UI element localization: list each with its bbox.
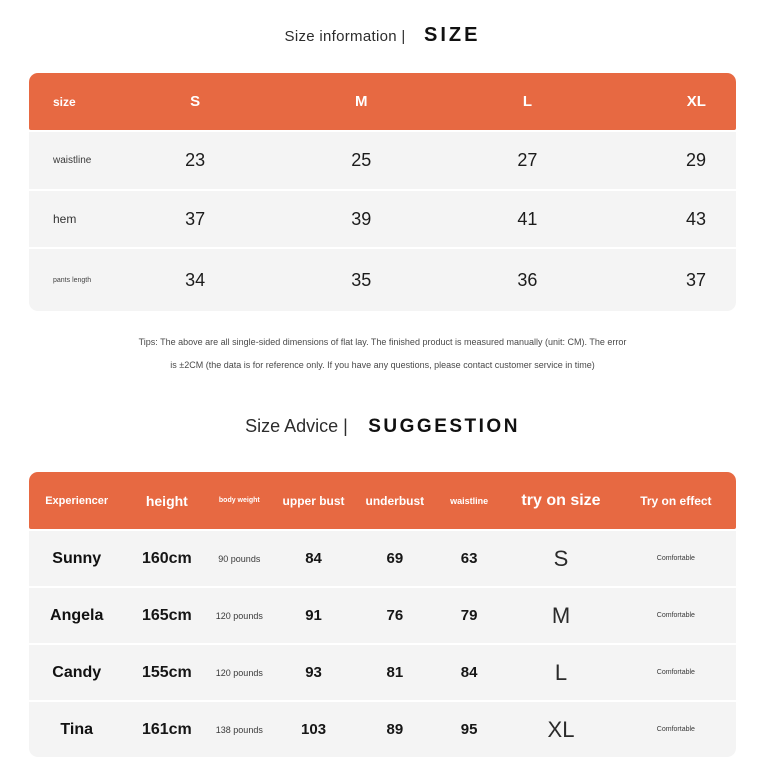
- header-try-on-effect: Try on effect: [640, 493, 712, 508]
- row-label-pants-length: pants length: [53, 276, 92, 284]
- table-row-angela: [29, 588, 736, 643]
- experiencer-height: 160cm: [141, 549, 192, 567]
- experiencer-try-on-effect: Comfortable: [656, 612, 695, 619]
- row-label-hem: hem: [53, 212, 77, 226]
- experiencer-height: 165cm: [141, 606, 192, 624]
- experiencer-weight: 120 pounds: [215, 610, 263, 621]
- experiencer-weight: 90 pounds: [218, 553, 261, 564]
- pants-length-m: 35: [351, 269, 372, 290]
- experiencer-weight: 120 pounds: [215, 667, 263, 678]
- waistline-s: 23: [185, 150, 206, 170]
- pants-length-s: 34: [185, 269, 206, 290]
- header-experiencer: Experiencer: [45, 494, 109, 507]
- size-information-title: [0, 0, 765, 47]
- experiencer-height: 155cm: [141, 663, 192, 681]
- experiencer-try-on-effect: Comfortable: [656, 555, 695, 562]
- waistline-xl: 29: [685, 150, 706, 170]
- table-row-sunny: [29, 531, 736, 586]
- header-underbust: underbust: [365, 493, 425, 508]
- header-upper-bust: upper bust: [282, 493, 345, 508]
- size-advice-title-en: SUGGESTION: [368, 416, 520, 437]
- experiencer-upper-bust: 103: [301, 721, 327, 738]
- experiencer-try-on-effect: Comfortable: [656, 726, 695, 733]
- table-row-tina: [29, 702, 736, 757]
- experiencer-waistline: 63: [460, 550, 478, 567]
- size-table-header-xl: XL: [686, 93, 706, 110]
- table-row-pants-length: [29, 249, 736, 311]
- experiencer-waistline: 95: [460, 721, 478, 738]
- size-table-header-s: S: [190, 93, 201, 110]
- experiencer-upper-bust: 91: [305, 607, 322, 624]
- experiencer-try-on-effect: Comfortable: [656, 669, 695, 676]
- row-label-waistline: waistline: [53, 155, 92, 166]
- header-height: height: [145, 492, 188, 509]
- experiencer-name: Candy: [52, 663, 102, 681]
- pants-length-xl: 37: [685, 269, 706, 290]
- suggestion-table: [29, 472, 736, 757]
- header-body-weight: body weight: [218, 497, 260, 504]
- experiencer-underbust: 81: [386, 664, 404, 681]
- header-try-on-size: try on size: [521, 491, 601, 509]
- hem-m: 39: [351, 208, 372, 229]
- table-row-candy: [29, 645, 736, 700]
- size-table-header-m: M: [355, 93, 368, 110]
- hem-xl: 43: [685, 208, 706, 229]
- experiencer-try-on-size: M: [551, 602, 571, 628]
- waistline-l: 27: [517, 150, 538, 170]
- waistline-m: 25: [351, 150, 372, 170]
- tips-line-2: is ±2CM (the data is for reference only. If you have any questions, please contact customer service in time): [170, 360, 595, 370]
- pants-length-l: 36: [517, 269, 538, 290]
- size-advice-title-label: Size Advice |: [245, 416, 348, 436]
- experiencer-upper-bust: 93: [305, 664, 322, 681]
- experiencer-height: 161cm: [141, 720, 192, 738]
- hem-s: 37: [185, 208, 206, 229]
- experiencer-waistline: 84: [460, 664, 478, 681]
- hem-l: 41: [517, 208, 538, 229]
- experiencer-underbust: 76: [386, 607, 404, 624]
- experiencer-try-on-size: XL: [547, 716, 575, 742]
- experiencer-waistline: 79: [460, 607, 478, 624]
- size-information-title-label: Size information |: [284, 28, 406, 45]
- experiencer-name: Angela: [50, 606, 104, 624]
- size-information-title-en: SIZE: [424, 24, 481, 46]
- experiencer-underbust: 89: [386, 721, 404, 738]
- experiencer-try-on-size: L: [554, 659, 568, 685]
- tips-line-1: Tips: The above are all single-sided dimensions of flat lay. The finished product is measured manually (unit: CM). The error: [138, 337, 627, 347]
- size-advice-title: [0, 410, 765, 442]
- size-table-header-row: [29, 73, 736, 130]
- size-table-header-l: L: [522, 93, 532, 110]
- experiencer-name: Sunny: [52, 549, 102, 567]
- experiencer-weight: 138 pounds: [215, 724, 263, 735]
- experiencer-underbust: 69: [386, 550, 404, 567]
- size-table-header-size: size: [53, 94, 76, 109]
- experiencer-name: Tina: [60, 720, 94, 738]
- table-row-waistline: [29, 132, 736, 189]
- experiencer-upper-bust: 84: [305, 550, 322, 567]
- experiencer-try-on-size: S: [553, 545, 569, 571]
- suggestion-table-header-row: [29, 472, 736, 529]
- table-row-hem: [29, 191, 736, 247]
- header-waistline: waistline: [450, 495, 489, 506]
- size-table: [29, 73, 736, 311]
